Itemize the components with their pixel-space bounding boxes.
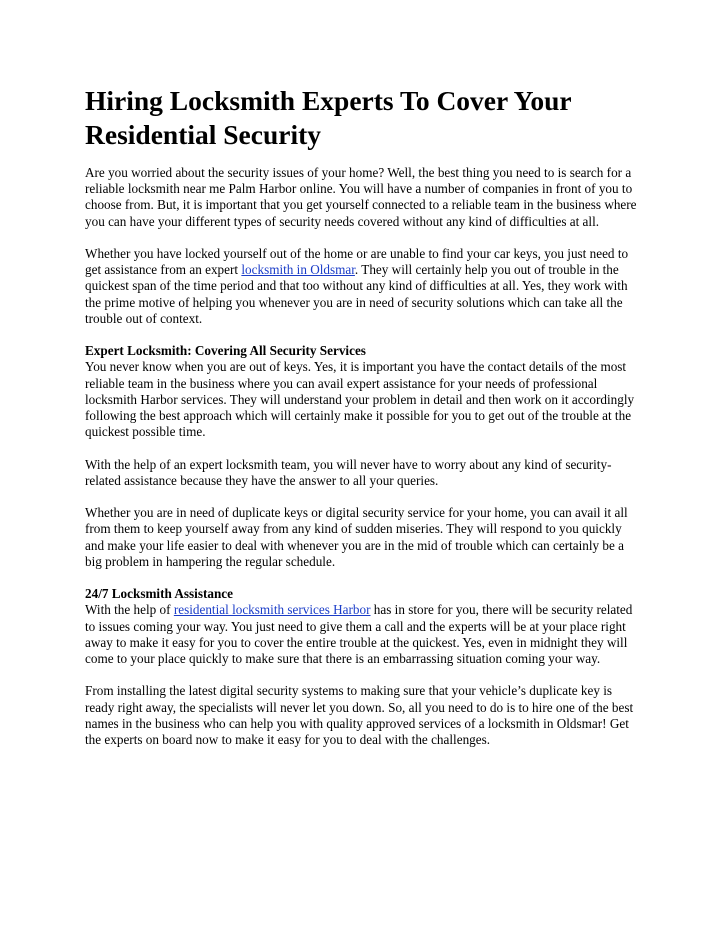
- paragraph-text: . They will certainly help you out of trouble in the quickest span of the time period and that too without any kind of difficulties at all. Yes, they work with the prime motive of helping you whenever you are in need of security solutions which can take all the trouble out of context.: [85, 262, 628, 326]
- paragraph-out-of-keys: You never know when you are out of keys. Yes, it is important you have the contact details of the most reliable team in the business where you can avail expert assistance for your needs of professional locksmith Harbor services. They will understand your problem in detail and then work on it accordingly following the best approach which will certainly make it possible for you to get out of the trouble at the quickest possible time.: [85, 359, 635, 440]
- paragraph-duplicate-keys: Whether you are in need of duplicate keys or digital security service for your home, you can avail it all from them to keep yourself away from any kind of sudden miseries. They will respond to you quickly and make your life easier to deal with whenever you are in the mid of trouble which can certainly be a big problem in hampering the regular schedule.: [85, 505, 628, 569]
- heading-expert-locksmith: Expert Locksmith: Covering All Security Services: [85, 343, 366, 359]
- paragraph-expert-team: With the help of an expert locksmith team, you will never have to worry about any kind of security-related assistance because they have the answer to all your queries.: [85, 456, 612, 488]
- paragraph-locked-out: [85, 246, 641, 327]
- paragraph-text: Whether you have locked yourself out of the home or are unable to find your car keys, you just need to get assistance from an expert: [85, 246, 629, 278]
- link-locksmith-in-oldsmar[interactable]: locksmith in Oldsmar: [241, 262, 355, 278]
- heading-24-7-assistance: 24/7 Locksmith Assistance: [85, 586, 234, 602]
- paragraph-intro: Are you worried about the security issues of your home? Well, the best thing you need to is search for a reliable locksmith near me Palm Harbor online. You will have a number of companies in front of you to choose from. But, it is important that you get yourself connected to a reliable team in the business where you can have your different types of security needs covered without any kind of difficulties at all.: [85, 165, 637, 229]
- paragraph-residential-services: [85, 602, 641, 667]
- paragraph-digital-security: From installing the latest digital security systems to making sure that your vehicle’s duplicate key is ready right away, the specialists will never let you down. So, all you need to do is to hire one of the best names in the business who can help you with quality approved services of a locksmith in Oldsmar! Get the experts on board now to make it easy for you to deal with the challenges.: [85, 683, 634, 748]
- paragraph-text: With the help of: [85, 602, 174, 618]
- paragraph-text: has in store for you, there will be security related to issues coming your way. You just need to give them a call and the experts will be at your place right away to make it easy for you to cover the entire trouble at the quickest. Yes, even in midnight they will come to your place quickly to make sure that there is an embarrassing situation coming your way.: [85, 602, 633, 667]
- page-title: Hiring Locksmith Experts To Cover Your Residential Security: [85, 85, 572, 150]
- link-residential-locksmith-services-harbor[interactable]: residential locksmith services Harbor: [173, 602, 371, 618]
- article-body: [85, 165, 641, 764]
